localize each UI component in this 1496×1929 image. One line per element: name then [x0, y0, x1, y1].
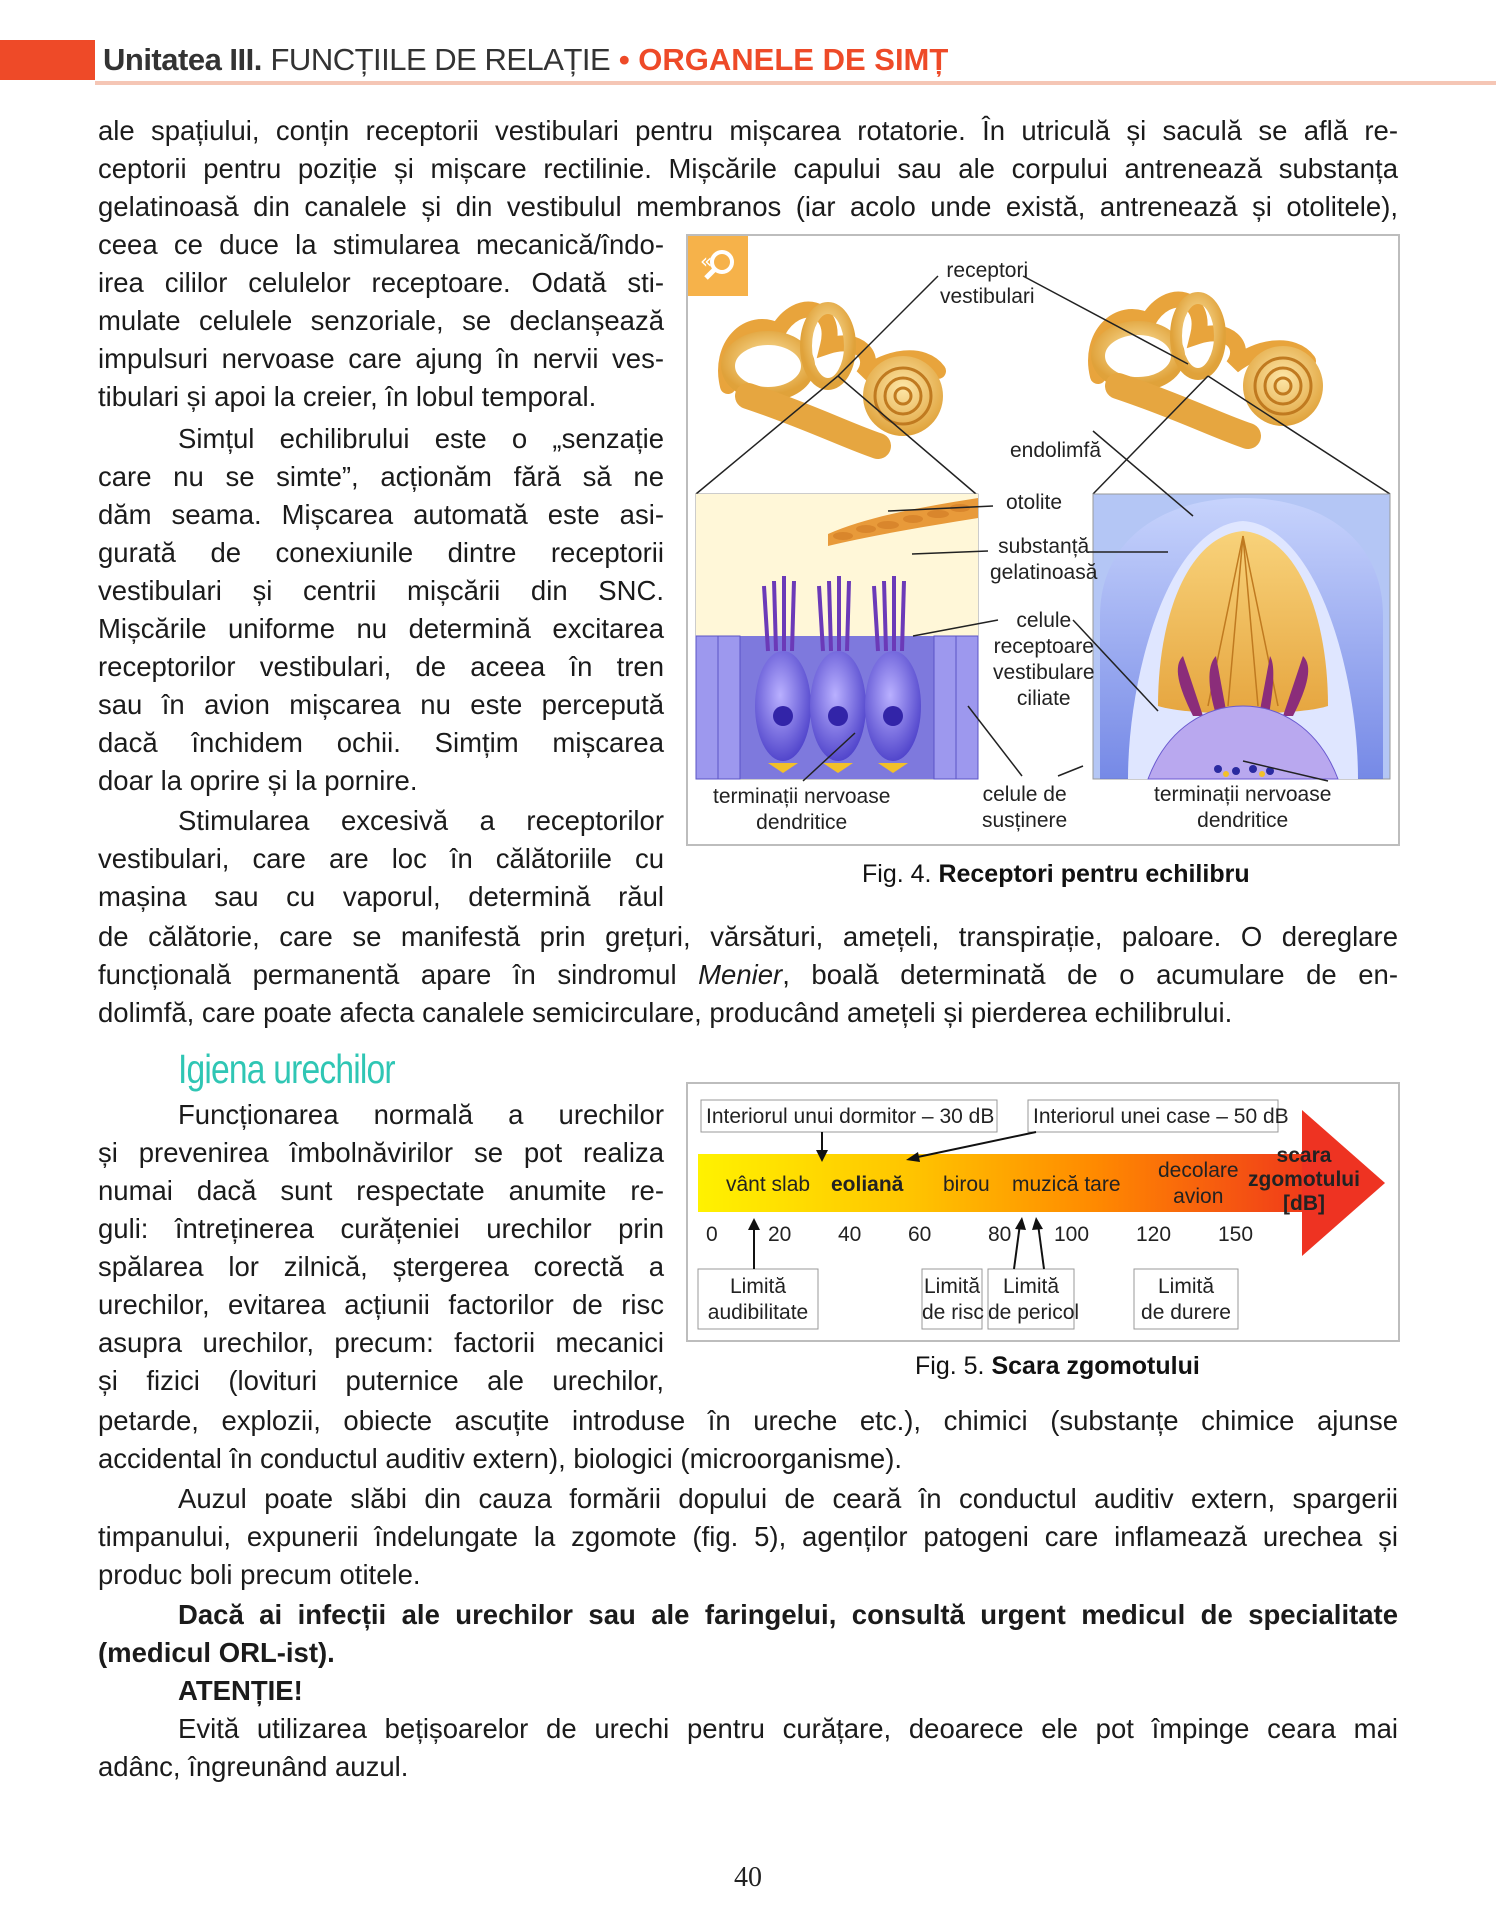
- label-terminatii-left: terminații nervoase dendritice: [713, 785, 891, 834]
- text-line: spălarea lor zilnică, ștergerea corectă a: [98, 1251, 664, 1282]
- text-line: numai dacă sunt respectate anumite re-: [98, 1175, 664, 1206]
- text-line: timpanului, expunerii îndelungate la zgomote (fig. 5), agenților patogeni care inflamează urechea și: [98, 1521, 1398, 1552]
- figure-4-caption: Fig. 4. Receptori pentru echilibru: [862, 860, 1250, 888]
- label-limita-risc: Limită de risc: [922, 1275, 984, 1324]
- figure-5-box: [686, 1082, 1400, 1342]
- header-underline: [95, 81, 1496, 85]
- text-line: dăm seama. Mișcarea automată este asi-: [98, 499, 664, 530]
- label-celule-sustinere: celule de susținere: [982, 783, 1068, 832]
- page-number: 40: [734, 1862, 762, 1893]
- label-limita-pericol: Limită de pericol: [988, 1275, 1080, 1324]
- header-title: [103, 38, 948, 82]
- text-line: de călătorie, care se manifestă prin grețuri, vărsături, amețeli, transpirație, paloare. O dereglare: [98, 921, 1398, 952]
- italic-term: Menier: [698, 959, 783, 990]
- label-terminatii-right: terminații nervoase dendritice: [1154, 783, 1332, 832]
- text-line: ceea ce duce la stimularea mecanică/îndo-: [98, 229, 664, 260]
- text-line: accidental în conductul auditiv extern), biologici (microorganisme).: [98, 1443, 902, 1474]
- svg-text:«: «: [700, 249, 713, 273]
- tick-label: 20: [768, 1223, 792, 1246]
- label-substanta-gelatinoasa: substanță gelatinoasă: [990, 535, 1098, 584]
- figure-5-caption: Fig. 5. Scara zgomotului: [915, 1352, 1200, 1380]
- tick-label: 120: [1136, 1223, 1172, 1246]
- label-limita-audibilitate: Limită audibilitate: [707, 1275, 809, 1324]
- text-line: Funcționarea normală a urechilor: [178, 1099, 664, 1130]
- header-unit: Unitatea III.: [103, 42, 262, 77]
- label-receptori: receptori vestibulari: [940, 259, 1035, 308]
- text-line: asupra urechilor, precum: factorii mecanici: [98, 1327, 664, 1358]
- text-line: vestibulari și centrii mișcării din SNC.: [98, 575, 664, 606]
- text-line: și prevenirea îmbolnăvirilor se pot realiza: [98, 1137, 664, 1168]
- text-line: mulate celulele senzoriale, se declanșează: [98, 305, 664, 336]
- tick-label: 100: [1054, 1223, 1090, 1246]
- label-otolite: otolite: [1006, 491, 1063, 514]
- text-line: și fizici (lovituri puternice ale urechilor,: [98, 1365, 664, 1396]
- text-line: guli: întreținerea curățeniei urechilor prin: [98, 1213, 664, 1244]
- tick-label: 80: [988, 1223, 1012, 1246]
- inner-ear-left-illustration: [726, 308, 943, 446]
- text-line: mașina sau cu vaporul, determină răul: [98, 881, 664, 912]
- text-line: doar la oprire și la pornire.: [98, 765, 418, 796]
- text-line: gurată de conexiunile dintre receptorii: [98, 537, 664, 568]
- text-line: Mișcările uniforme nu determină excitarea: [98, 613, 664, 644]
- label-muzica-tare: muzică tare: [1012, 1173, 1121, 1196]
- text-line: Stimularea excesivă a receptorilor: [178, 805, 664, 836]
- atentie-heading: ATENȚIE!: [178, 1675, 303, 1706]
- header-subsection: ORGANELE DE SIMȚ: [638, 42, 949, 77]
- header-accent-bar: [0, 40, 95, 80]
- text-line: dolimfă, care poate afecta canalele semicirculare, producând amețeli și pierderea echilibrului.: [98, 997, 1233, 1028]
- text-line: care nu se simte”, acționăm fără să ne: [98, 461, 664, 492]
- inner-ear-right-illustration: [1096, 298, 1323, 436]
- tick-label: 150: [1218, 1223, 1254, 1246]
- header-separator: •: [618, 42, 630, 77]
- text-line: ale spațiului, conțin receptorii vestibulari pentru mișcarea rotatorie. În utriculă și saculă se află re-: [98, 115, 1398, 146]
- text-line: tibulari și apoi la creier, în lobul temporal.: [98, 381, 597, 412]
- text-line: urechilor, evitarea acțiunii factorilor de risc: [98, 1289, 664, 1320]
- header-section: FUNCȚIILE DE RELAȚIE: [270, 42, 611, 77]
- text-line: irea cililor celulelor receptoare. Odată sti-: [98, 267, 664, 298]
- text-line: gelatinoasă din canalele și din vestibulul membranos (iar acolo unde există, antrenează și otolitele),: [98, 191, 1398, 222]
- label-vant-slab: vânt slab: [726, 1173, 811, 1196]
- section-heading: Igiena urechilor: [178, 1046, 395, 1092]
- text-line: vestibulari, care are loc în călătoriile cu: [98, 843, 664, 874]
- label-dormitor: Interiorul unui dormitor – 30 dB: [706, 1105, 995, 1128]
- tick-label: 40: [838, 1223, 862, 1246]
- text-line: impulsuri nervoase care ajung în nervii ves-: [98, 343, 664, 374]
- tick-label: 60: [908, 1223, 932, 1246]
- macula-panel-illustration: [696, 494, 978, 779]
- text-line: Dacă ai infecții ale urechilor sau ale faringelui, consultă urgent medicul de specialitate: [178, 1599, 1398, 1630]
- label-scara-zgomotului: scara zgomotului [dB]: [1248, 1144, 1360, 1215]
- crista-panel-illustration: [1093, 494, 1390, 779]
- label-birou: birou: [943, 1173, 990, 1196]
- text-line: Simțul echilibrului este o „senzație: [178, 423, 664, 454]
- label-decolare-avion: decolare avion: [1158, 1159, 1239, 1208]
- text-line: Evită utilizarea bețișoarelor de urechi pentru curățare, deoarece ele pot împinge ceara mai: [178, 1713, 1398, 1744]
- label-endolimfa: endolimfă: [1010, 439, 1102, 462]
- text-line: receptorilor vestibulari, de aceea în tren: [98, 651, 664, 682]
- text-line: Auzul poate slăbi din cauza formării dopului de ceară în conductul auditiv extern, spargerii: [178, 1483, 1398, 1514]
- label-limita-durere: Limită de durere: [1141, 1275, 1231, 1324]
- text-line: ceptorii pentru poziție și mișcare rectilinie. Mișcările capului sau ale corpului antrenează substanța: [98, 153, 1398, 184]
- text-line: sau în avion mișcarea nu este percepută: [98, 689, 664, 720]
- text-line: dacă închidem ochii. Simțim mișcarea: [98, 727, 664, 758]
- text-segment: funcțională permanentă apare în sindromul: [98, 959, 699, 990]
- label-celule-receptoare: celule receptoare vestibulare ciliate: [993, 609, 1095, 710]
- label-eoliana: eoliană: [831, 1173, 904, 1196]
- label-casa: Interiorul unei case – 50 dB: [1033, 1105, 1289, 1128]
- text-line: [98, 956, 1398, 994]
- text-line: adânc, îngreunând auzul.: [98, 1751, 409, 1782]
- text-line: (medicul ORL-ist).: [98, 1637, 335, 1668]
- text-segment: , boală determinată de o acumulare de en-: [782, 959, 1398, 990]
- text-line: produc boli precum otitele.: [98, 1559, 421, 1590]
- search-badge-icon: [688, 236, 748, 296]
- tick-label: 0: [706, 1223, 718, 1246]
- text-line: petarde, explozii, obiecte ascuțite introduse în ureche etc.), chimici (substanțe chimice ajunse: [98, 1405, 1398, 1436]
- figure-4-box: [686, 234, 1400, 846]
